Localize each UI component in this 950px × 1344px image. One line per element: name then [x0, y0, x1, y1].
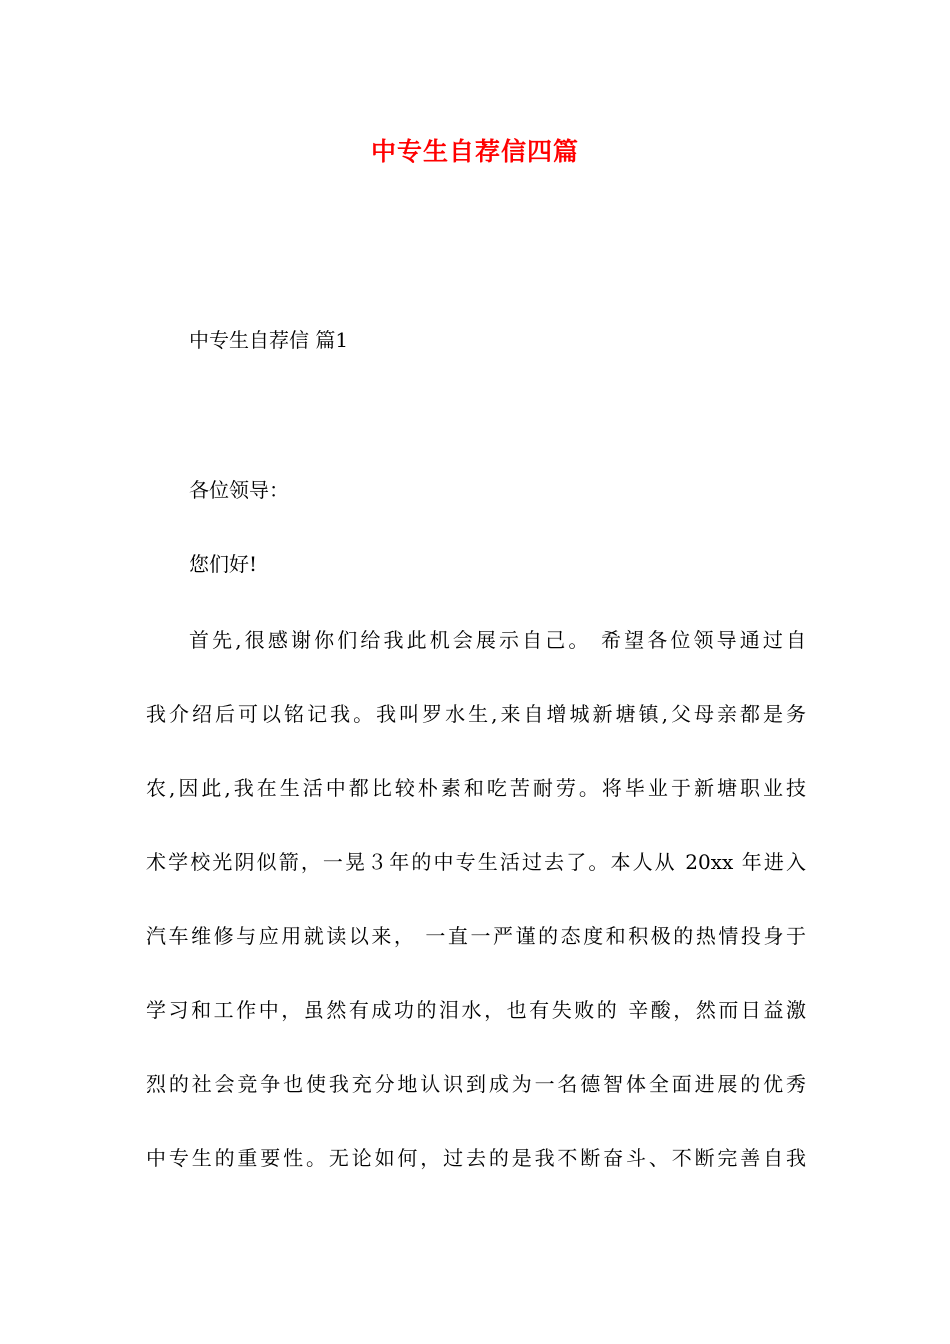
- salutation: 各位领导：: [189, 478, 289, 502]
- greeting: 您们好!: [189, 552, 258, 576]
- body-line: 农,因此,我在生活中都比较朴素和吃苦耐劳。将毕业于新塘职业技: [146, 776, 806, 800]
- body-line: 学习和工作中，虽然有成功的泪水，也有失败的 辛酸，然而日益激: [146, 998, 806, 1022]
- body-line: 汽车维修与应用就读以来， 一直一严谨的态度和积极的热情投身于: [146, 924, 806, 948]
- section-heading: 中专生自荐信 篇1: [189, 328, 349, 352]
- body-line: 中专生的重要性。无论如何，过去的是我不断奋斗、不断完善自我: [146, 1146, 806, 1170]
- body-line: 烈的社会竞争也使我充分地认识到成为一名德智体全面进展的优秀: [146, 1072, 806, 1096]
- body-line: 我介绍后可以铭记我。我叫罗水生,来自增城新塘镇,父母亲都是务: [146, 702, 806, 726]
- document-title: 中专生自荐信四篇: [370, 137, 579, 166]
- body-line: 首先,很感谢你们给我此机会展示自己。 希望各位领导通过自: [189, 628, 806, 652]
- body-line: 术学校光阴似箭，一晃３年的中专生活过去了。本人从 20xx 年进入: [146, 850, 806, 874]
